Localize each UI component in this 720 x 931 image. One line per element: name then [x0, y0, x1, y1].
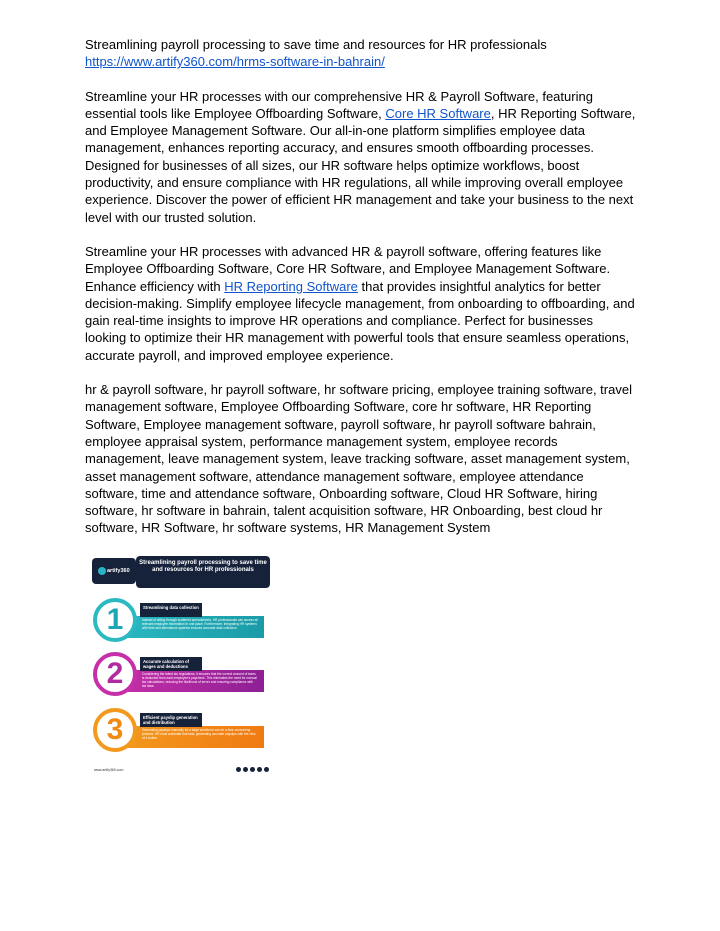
twitter-icon [250, 767, 255, 772]
step-text: Considering the latest tax regulations, it ensures that the correct amount of taxes is deducted from each employee's paycheck. This eliminates the need for manual tax calculations, reducing the likelihood of errors and ensuring compliance with tax laws. [142, 672, 257, 688]
paragraph-2 [85, 243, 637, 364]
infographic-step-3 [90, 706, 272, 756]
logo-text: artify360 [107, 568, 130, 574]
step-text: Instead of sifting through scattered spreadsheets, HR professionals can access all relevant employee information in one place. Furthermore, integrating HR systems with time and attendance systems ensures accurate data collection. [142, 618, 258, 630]
instagram-icon [243, 767, 248, 772]
linkedin-icon [257, 767, 262, 772]
step-number: 3 [93, 708, 137, 752]
logo-mark-icon [98, 567, 106, 575]
step-heading: Efficient payslip generation and distribution [140, 713, 202, 727]
paragraph-2-text-b: that provides insightful analytics for better decision-making. Simplify employee lifecycle management, from onboarding to offboarding, and gain real-time insights to improve HR operations and compliance. Perfect for businesses looking to optimize their HR management with powerful tools that ensure seamless operations, accurate payroll, and improved employee experience. [85, 278, 635, 363]
paragraph-2-text-a: Streamline your HR processes with advanced HR & payroll software, offering features like Employee Offboarding Software, Core HR Software, and Employee Management Software. Enhance efficiency with [85, 243, 611, 294]
hr-reporting-software-link[interactable]: HR Reporting Software [224, 278, 358, 294]
source-link[interactable]: https://www.artify360.com/hrms-software-in-bahrain/ [85, 54, 385, 70]
paragraph-1-text-a: Streamline your HR processes with our comprehensive HR & Payroll Software, featuring essential tools like Employee Offboarding Software, [85, 88, 593, 121]
paragraph-1 [85, 88, 637, 226]
youtube-icon [264, 767, 269, 772]
step-number: 1 [93, 598, 137, 642]
infographic-footer-url: www.artify360.com [94, 768, 124, 772]
infographic-image [88, 550, 274, 776]
step-heading: Streamlining data collection [140, 603, 202, 617]
infographic-step-1 [90, 596, 272, 646]
step-heading: Accurate calculation of wages and deductions [140, 657, 202, 671]
document-body [85, 36, 637, 537]
social-icons [236, 767, 269, 772]
infographic-title: Streamlining payroll processing to save time and resources for HR professionals [136, 556, 270, 588]
step-number: 2 [93, 652, 137, 696]
core-hr-software-link[interactable]: Core HR Software [385, 105, 491, 121]
paragraph-1-text-b: , HR Reporting Software, and Employee Management Software. Our all-in-one platform simplifies employee data management, enhances reporting accuracy, and ensures smooth offboarding processes. Designed for businesses of all sizes, our HR software helps optimize workflows, boost productivity, and ensure compliance with HR regulations, all while improving overall employee experience. Discover the power of efficient HR management and take your business to the next level with our trusted solution. [85, 105, 636, 225]
artify360-logo [92, 558, 136, 584]
step-text: Generating payslips manually for a large workforce can be a time-consuming process. HR tools automate that task, generating accurate payslips with the click of a button. [142, 728, 256, 740]
infographic-step-2 [90, 650, 272, 700]
facebook-icon [236, 767, 241, 772]
keywords-paragraph: hr & payroll software, hr payroll software, hr software pricing, employee training software, travel management software, Employee Offboarding Software, core hr software, HR Reporting Software, Employee management software, payroll software, hr payroll software bahrain, employee appraisal system, performance management system, employee records management, leave management system, leave tracking software, asset management system, asset management software, attendance management software, employee attendance software, time and attendance software, Onboarding software, Cloud HR Software, hiring software, hr software in bahrain, talent acquisition software, HR Onboarding, best cloud hr software, HR Software, hr software systems, HR Management System [85, 382, 632, 536]
doc-title: Streamlining payroll processing to save time and resources for HR professionals [85, 37, 547, 52]
